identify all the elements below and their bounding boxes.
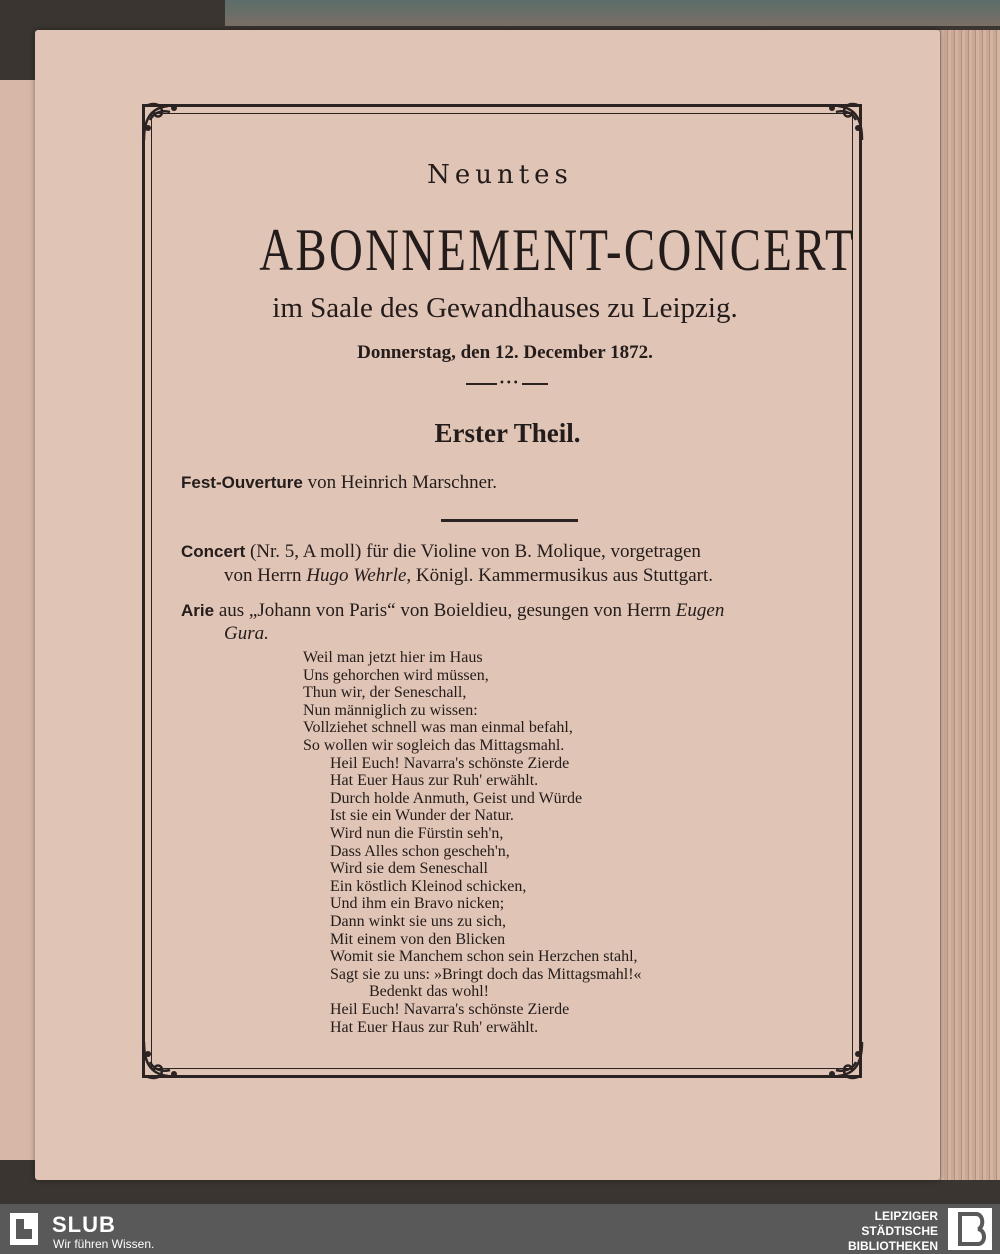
section-rule: [441, 519, 578, 522]
lyric-line: Wird sie dem Seneschall: [330, 860, 488, 878]
program-item-concert: [181, 541, 701, 563]
library-name: [848, 1209, 938, 1254]
lyric-line: Sagt sie zu uns: »Bringt doch das Mittagsmahl!«: [330, 965, 642, 983]
program-item-arie-line2: [224, 623, 269, 645]
corner-ornament-icon: [822, 1038, 866, 1082]
lyric-line: Hat Euer Haus zur Ruh' erwählt.: [330, 772, 539, 790]
program-item-text: (Nr. 5, A moll) für die Violine von B. Molique, vorgetragen: [245, 541, 701, 562]
lyric-line: Dass Alles schon gescheh'n,: [330, 842, 510, 860]
library-name-line: LEIPZIGER: [874, 1209, 938, 1223]
lyric-line: Dann winkt sie uns zu sich,: [330, 913, 506, 930]
lyric-line: Ist sie ein Wunder der Natur.: [330, 807, 514, 825]
program-item-title: Arie: [181, 601, 215, 620]
lyric-line: Und ihm ein Bravo nicken;: [330, 895, 505, 913]
book-spine-edge: [225, 0, 1000, 26]
corner-ornament-icon: [140, 100, 184, 144]
corner-ornament-icon: [140, 1038, 184, 1082]
program-item-concert-line2: [224, 565, 713, 587]
lyric-line: Bedenkt das wohl!: [369, 983, 489, 1001]
lyric-line: Ein köstlich Kleinod schicken,: [330, 877, 527, 895]
lyric-line: Hat Euer Haus zur Ruh' erwählt.: [330, 1018, 539, 1036]
lyric-line: So wollen wir sogleich das Mittagsmahl.: [303, 737, 565, 754]
corner-ornament-icon: [822, 100, 866, 144]
lyric-line: Weil man jetzt hier im Haus: [303, 649, 483, 666]
program-item-title: Fest-Ouverture: [181, 473, 303, 492]
lyric-line: Thun wir, der Seneschall,: [303, 684, 467, 702]
program-item-title: Concert: [181, 542, 246, 561]
library-name-line: STÄDTISCHE: [861, 1224, 938, 1238]
concert-date: Donnerstag, den 12. December 1872.: [357, 342, 653, 363]
performer-name: Hugo Wehrle: [306, 565, 407, 586]
performer-name: Eugen: [675, 600, 725, 621]
lyric-line: Nun männiglich zu wissen:: [303, 701, 478, 719]
lyric-line: Heil Euch! Navarra's schönste Zierde: [330, 754, 570, 772]
program-item-text: aus „Johann von Paris“ von Boieldieu, gesungen von Herrn: [214, 600, 676, 621]
lyric-line: Vollziehet schnell was man einmal befahl,: [303, 719, 573, 737]
program-item-text: von Heinrich Marschner.: [302, 472, 498, 493]
footer-bar: [0, 1204, 1000, 1254]
lyric-line: Womit sie Manchem schon sein Herzchen stahl,: [330, 948, 638, 966]
lyric-line: Wird nun die Fürstin seh'n,: [330, 825, 504, 842]
section-title: Erster Theil.: [434, 418, 581, 448]
program-item-text: von Herrn: [224, 565, 307, 586]
slub-tagline: Wir führen Wissen.: [53, 1237, 155, 1251]
page-stack-edges: [930, 30, 1000, 1180]
concert-ordinal: Neuntes: [427, 160, 573, 190]
concert-title: ABONNEMENT-CONCERT: [259, 217, 856, 283]
program-item-text: , Königl. Kammermusikus aus Stuttgart.: [406, 565, 714, 586]
program-item-fest-ouverture: [181, 472, 497, 494]
lyric-line: Durch holde Anmuth, Geist und Würde: [330, 789, 583, 807]
slub-logo-icon: [10, 1213, 38, 1245]
lyric-line: Uns gehorchen wird müssen,: [303, 666, 489, 684]
performer-name: Gura.: [224, 623, 269, 644]
lyric-line: Mit einem von den Blicken: [330, 930, 506, 948]
lyric-line: Heil Euch! Navarra's schönste Zierde: [330, 1001, 570, 1018]
library-logo-icon: [948, 1208, 992, 1250]
library-name-line: BIBLIOTHEKEN: [848, 1239, 938, 1253]
slub-name: SLUB: [52, 1212, 116, 1237]
divider-dots-icon: •••: [499, 378, 520, 389]
concert-venue: im Saale des Gewandhauses zu Leipzig.: [272, 292, 738, 324]
program-item-arie: [181, 600, 724, 622]
